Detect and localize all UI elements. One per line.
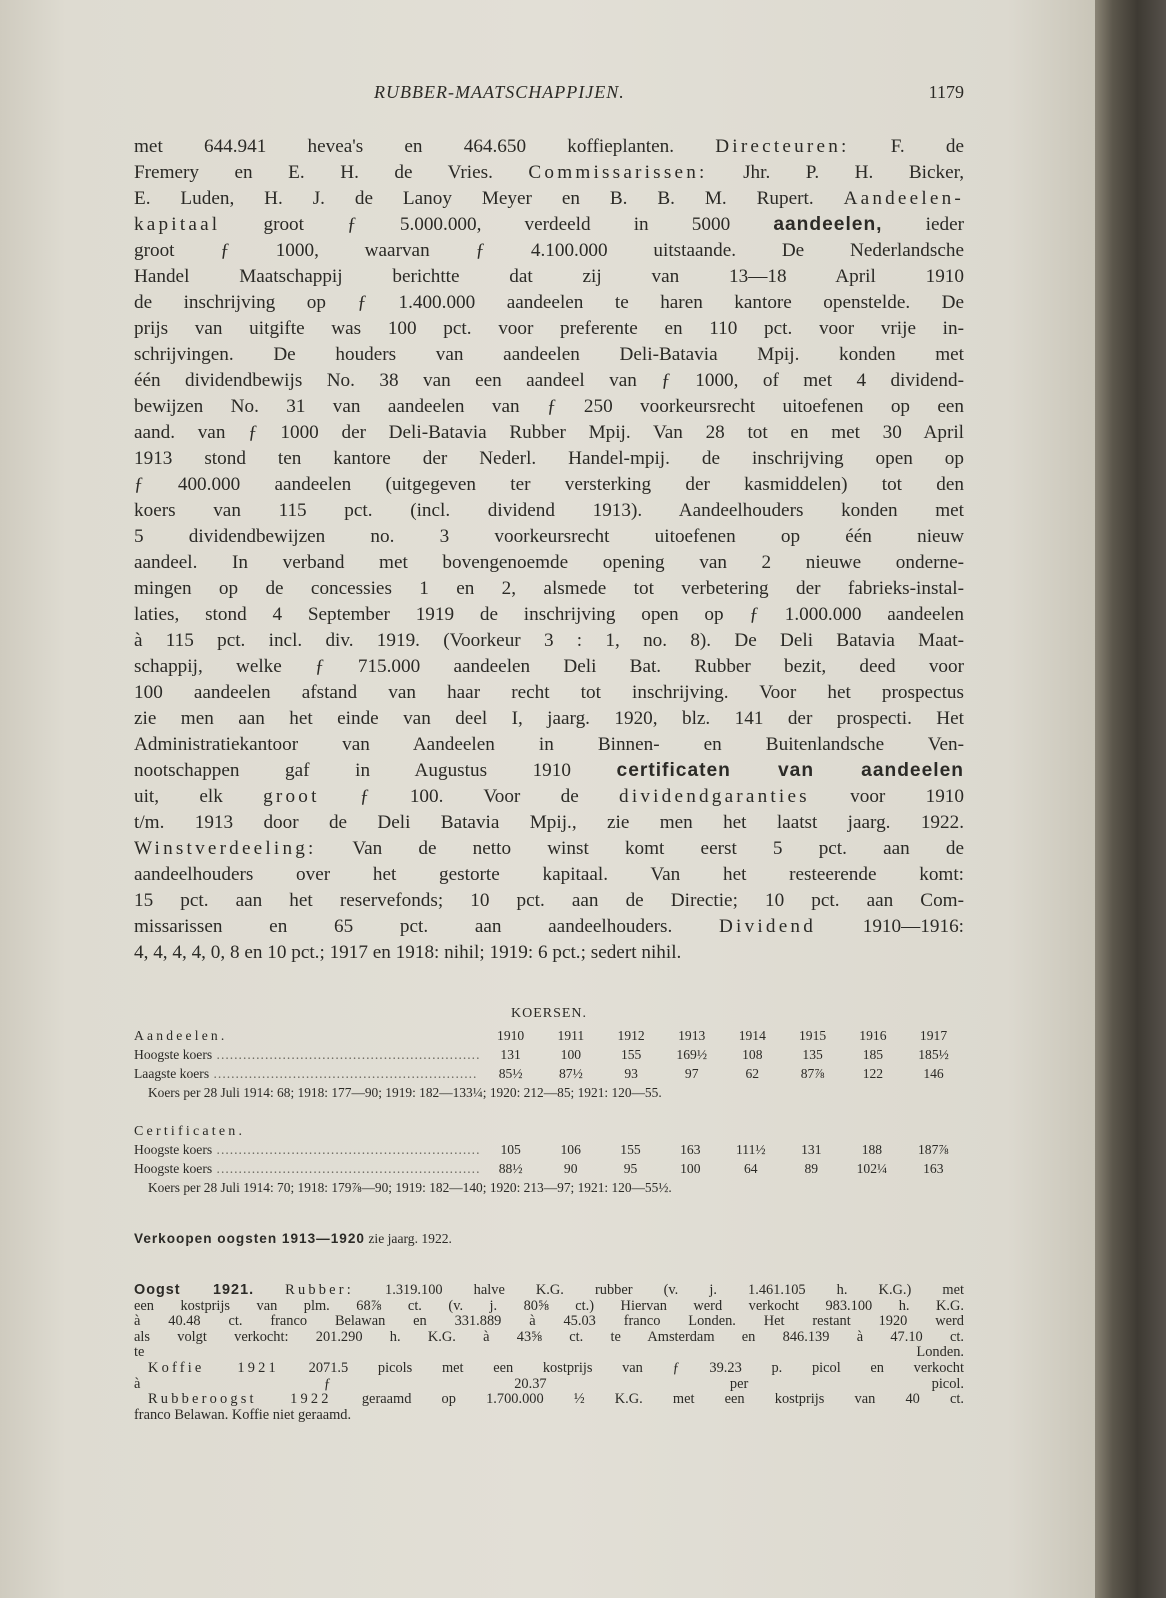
text-run: à ƒ 20.37 per picol.: [134, 1375, 964, 1392]
notes_lines-line: [134, 1299, 964, 1315]
text-run: met 644.941 hevea's en 464.650 koffieplanten.: [134, 136, 716, 157]
leader-dots: ............................................................: [212, 1142, 481, 1157]
body_lines-line: [134, 420, 964, 446]
text-run: Administratiekantoor van Aandeelen in Binnen- en Buitenlandsche Ven-: [134, 734, 964, 755]
row-label: [134, 1159, 480, 1178]
koers-value: 100: [560, 1047, 582, 1062]
text-run: als volgt verkocht: 201.290 h. K.G. à 43⅝ ct. te Amsterdam en 846.139 à 47.10 ct.: [134, 1328, 964, 1345]
spaced-term: Commissarissen:: [528, 162, 708, 183]
row-label-text: Hoogste koers: [134, 1047, 213, 1062]
year-header: 1915: [799, 1028, 827, 1043]
body_lines-line: [134, 316, 964, 342]
text-run: à 40.48 ct. franco Belawan en 331.889 à 45.03 franco Londen. Het restant 1920 werd: [134, 1313, 964, 1330]
koers-value: 97: [684, 1066, 699, 1081]
text-run: aandeelhouders over het gestorte kapitaal. Van het resteerende komt:: [134, 864, 964, 885]
body_lines-line: [134, 680, 964, 706]
row-label: [134, 1045, 480, 1064]
body_lines-line: [134, 914, 964, 940]
verkoopen-line: [134, 1231, 964, 1247]
koers-value: 87⅞: [800, 1066, 825, 1081]
bold-term: aandeelen,: [773, 214, 883, 235]
koers-value: 131: [500, 1047, 521, 1062]
koers-value: 122: [862, 1066, 884, 1081]
notes_lines-line: [134, 1330, 964, 1346]
koers-value: 155: [620, 1047, 642, 1062]
book-spine: [1095, 0, 1166, 1598]
year-header-row: [134, 1026, 964, 1045]
koers-value: 102¼: [856, 1161, 888, 1176]
spaced-term: Rubberoogst 1922: [148, 1391, 332, 1408]
spaced-term: Koffie 1921: [148, 1359, 279, 1376]
table-row: [134, 1140, 964, 1159]
certificaten-koers-note: Koers per 28 Juli 1914: 70; 1918: 179⅞—90; 1919: 182—140; 1920: 213—97; 1921: 120—55½.: [148, 1180, 672, 1195]
text-run: 1910—1916:: [816, 916, 964, 937]
oogst-notes: [134, 1283, 964, 1423]
text-run: 1913 stond ten kantore der Nederl. Handel-mpij. de inschrijving open op: [134, 448, 964, 469]
text-run: één dividendbewijs No. 38 van een aandeel van ƒ 1000, of met 4 dividend-: [134, 370, 964, 391]
leader-dots: ............................................................: [212, 1161, 481, 1176]
body_lines-line: [134, 368, 964, 394]
table-row: [134, 1064, 964, 1083]
body_lines-line: [134, 446, 964, 472]
body_lines-line: [134, 758, 964, 784]
spaced-term: groot: [263, 786, 320, 807]
body_lines-line: [134, 186, 964, 212]
body_lines-line: [134, 862, 964, 888]
bold-term: Oogst 1921.: [134, 1282, 255, 1298]
koers-value: 131: [801, 1142, 822, 1157]
body_lines-line: [134, 706, 964, 732]
aandeelen-koers-note: Koers per 28 Juli 1914: 68; 1918: 177—90; 1919: 182—133¼; 1920: 212—85; 1921: 120—55.: [148, 1085, 662, 1100]
spaced-term: Directeuren:: [715, 136, 850, 157]
running-head-title: RUBBER-MAATSCHAPPIJEN.: [374, 82, 625, 102]
notes_lines-line: [134, 1314, 964, 1330]
text-run: missarissen en 65 pct. aan aandeelhouders.: [134, 916, 719, 937]
koers-value: 105: [500, 1142, 521, 1157]
koers-value: 62: [745, 1066, 760, 1081]
row-label: [134, 1140, 480, 1159]
text-run: ƒ 400.000 aandeelen (uitgegeven ter versterking der kasmiddelen) tot den: [134, 474, 964, 495]
koers-value: 155: [620, 1142, 641, 1157]
body_lines-line: [134, 628, 964, 654]
text-run: ƒ 100. Voor de: [319, 786, 620, 807]
koers-value: 100: [680, 1161, 701, 1176]
koers-value: 163: [680, 1142, 701, 1157]
table-row: [134, 1159, 964, 1178]
text-run: voor 1910: [809, 786, 964, 807]
row-label-text: Laagste koers: [134, 1066, 210, 1081]
text-run: Jhr. P. H. Bicker,: [707, 162, 965, 183]
body_lines-line: [134, 550, 964, 576]
notes_lines-line: [134, 1408, 964, 1424]
text-run: aandeel. In verband met bovengenoemde opening van 2 nieuwe onderne-: [134, 552, 964, 573]
year-header: 1910: [497, 1028, 525, 1043]
body_lines-line: [134, 134, 964, 160]
text-run: 4, 4, 4, 4, 0, 8 en 10 pct.; 1917 en 1918: nihil; 1919: 6 pct.; sedert nihil.: [134, 942, 682, 963]
text-run: te Londen.: [134, 1344, 964, 1361]
koers-value: 106: [560, 1142, 581, 1157]
certificaten-koers-table: [134, 1140, 964, 1178]
year-header: 1914: [738, 1028, 766, 1043]
koers-value: 169½: [676, 1047, 708, 1062]
spaced-term: Rubber:: [285, 1282, 354, 1298]
body_lines-line: [134, 784, 964, 810]
text-run: 100 aandeelen afstand van haar recht tot inschrijving. Voor het prospectus: [134, 682, 964, 703]
text-run: Fremery en E. H. de Vries.: [134, 162, 529, 183]
body_lines-line: [134, 160, 964, 186]
text-run: koers van 115 pct. (incl. dividend 1913). Aandeelhouders konden met: [134, 500, 964, 521]
koers-value: 85½: [498, 1066, 523, 1081]
text-run: groot ƒ 5.000.000, verdeeld in 5000: [220, 214, 774, 235]
body_lines-line: [134, 654, 964, 680]
text-run: een kostprijs van plm. 68⅞ ct. (v. j. 80⅝ ct.) Hiervan werd verkocht 983.100 h. K.G.: [134, 1297, 964, 1314]
body_lines-line: [134, 576, 964, 602]
year-header: 1916: [859, 1028, 887, 1043]
text-run: zie men aan het einde van deel I, jaarg. 1920, blz. 141 der prospecti. Het: [134, 708, 964, 729]
spaced-term: Dividend: [719, 916, 817, 937]
text-run: de inschrijving op ƒ 1.400.000 aandeelen te haren kantore openstelde. De: [134, 292, 964, 313]
body_lines-line: [134, 888, 964, 914]
certificaten-label: Certificaten.: [134, 1124, 246, 1139]
spaced-term: kapitaal: [134, 214, 221, 235]
table-row: [134, 1045, 964, 1064]
body_lines-line: [134, 290, 964, 316]
row-label-text: Hoogste koers: [134, 1161, 213, 1176]
koers-value: 93: [624, 1066, 638, 1081]
text-run: franco Belawan. Koffie niet geraamd.: [134, 1406, 352, 1423]
text-run: schappij, welke ƒ 715.000 aandeelen Deli Bat. Rubber bezit, deed voor: [134, 656, 964, 677]
body_lines-line: [134, 524, 964, 550]
body_lines-line: [134, 940, 964, 966]
body_lines-line: [134, 732, 964, 758]
verkoopen-reference: zie jaarg. 1922.: [365, 1231, 452, 1246]
body_lines-line: [134, 394, 964, 420]
body_lines-line: [134, 602, 964, 628]
spaced-term: dividendgaranties: [619, 786, 810, 807]
text-run: geraamd op 1.700.000 ½ K.G. met een kostprijs van 40 ct.: [331, 1391, 964, 1408]
body_lines-line: [134, 238, 964, 264]
body_lines-line: [134, 810, 964, 836]
text-run: aand. van ƒ 1000 der Deli-Batavia Rubber Mpij. Van 28 tot en met 30 April: [134, 422, 964, 443]
text-run: t/m. 1913 door de Deli Batavia Mpij., zie men het laatst jaarg. 1922.: [134, 812, 964, 833]
aandeelen-koers-table: [134, 1026, 964, 1083]
text-run: 15 pct. aan het reservefonds; 10 pct. aan de Directie; 10 pct. aan Com-: [134, 890, 964, 911]
koersen-title: KOERSEN.: [510, 1006, 588, 1021]
text-run: ieder: [882, 214, 964, 235]
koers-value: 135: [802, 1047, 823, 1062]
koers-value: 111½: [736, 1142, 766, 1157]
body_lines-line: [134, 836, 964, 862]
text-run: schrijvingen. De houders van aandeelen Deli-Batavia Mpij. konden met: [134, 344, 964, 365]
koers-value: 146: [923, 1066, 944, 1081]
koers-value: 88½: [498, 1161, 523, 1176]
text-run: mingen op de concessies 1 en 2, alsmede tot verbetering der fabrieks-instal-: [134, 578, 964, 599]
koers-value: 185½: [918, 1047, 949, 1062]
koers-value: 89: [804, 1161, 819, 1176]
notes_lines-line: [134, 1283, 964, 1299]
running-head: [134, 82, 964, 112]
body_lines-line: [134, 342, 964, 368]
text-run: 5 dividendbewijzen no. 3 voorkeursrecht uitoefenen op één nieuw: [134, 526, 964, 547]
row-label-text: Hoogste koers: [134, 1142, 213, 1157]
notes_lines-line: [134, 1345, 964, 1361]
text-run: prijs van uitgifte was 100 pct. voor preferente en 110 pct. voor vrije in-: [134, 318, 964, 339]
year-header: 1913: [678, 1028, 706, 1043]
notes_lines-line: [134, 1392, 964, 1408]
koers-value: 188: [861, 1142, 883, 1157]
koers-value: 90: [563, 1161, 578, 1176]
text-run: [254, 1282, 285, 1298]
body_lines-line: [134, 212, 964, 238]
body_lines-line: [134, 498, 964, 524]
leader-dots: ............................................................: [212, 1047, 481, 1062]
page-content: [134, 82, 964, 1423]
verkoopen-heading: Verkoopen oogsten 1913—1920: [134, 1231, 365, 1246]
body-paragraph: [134, 134, 964, 966]
text-run: Van de netto winst komt eerst 5 pct. aan de: [316, 838, 964, 859]
aandeelen-label: Aandeelen.: [134, 1028, 228, 1043]
year-header: 1912: [617, 1028, 645, 1043]
spaced-term: Aandeelen-: [843, 188, 964, 209]
notes_lines-line: [134, 1377, 964, 1393]
page-number: 1179: [928, 82, 964, 102]
koers-value: 163: [923, 1161, 944, 1176]
text-run: bewijzen No. 31 van aandeelen van ƒ 250 voorkeursrecht uitoefenen op een: [134, 396, 964, 417]
text-run: à 115 pct. incl. div. 1919. (Voorkeur 3 : 1, no. 8). De Deli Batavia Maat-: [134, 630, 964, 651]
text-run: F. de: [849, 136, 964, 157]
text-run: nootschappen gaf in Augustus 1910: [134, 760, 617, 781]
text-run: Handel Maatschappij berichtte dat zij van 13—18 April 1910: [134, 266, 964, 287]
text-run: 2071.5 picols met een kostprijs van ƒ 39.23 p. picol en verkocht: [278, 1359, 964, 1376]
text-run: laties, stond 4 September 1919 de inschrijving open op ƒ 1.000.000 aandeelen: [134, 604, 964, 625]
text-run: 1.319.100 halve K.G. rubber (v. j. 1.461.105 h. K.G.) met: [353, 1282, 964, 1298]
koers-value: 87½: [558, 1066, 583, 1081]
spaced-term: Winstverdeeling:: [134, 838, 317, 859]
body_lines-line: [134, 264, 964, 290]
koers-value: 64: [744, 1161, 758, 1176]
year-header: 1911: [557, 1028, 585, 1043]
year-header: 1917: [919, 1028, 948, 1043]
text-run: uit, elk: [134, 786, 264, 807]
text-run: groot ƒ 1000, waarvan ƒ 4.100.000 uitstaande. De Nederlandsche: [134, 240, 964, 261]
koers-value: 187⅞: [917, 1142, 949, 1157]
row-label: [134, 1064, 480, 1083]
koers-value: 95: [623, 1161, 638, 1176]
koers-value: 108: [742, 1047, 763, 1062]
body_lines-line: [134, 472, 964, 498]
bold-term: certificaten van aandeelen: [616, 760, 964, 781]
leader-dots: ............................................................: [209, 1066, 478, 1081]
koers-value: 185: [862, 1047, 884, 1062]
notes_lines-line: [134, 1361, 964, 1377]
text-run: E. Luden, H. J. de Lanoy Meyer en B. B. M. Rupert.: [134, 188, 844, 209]
